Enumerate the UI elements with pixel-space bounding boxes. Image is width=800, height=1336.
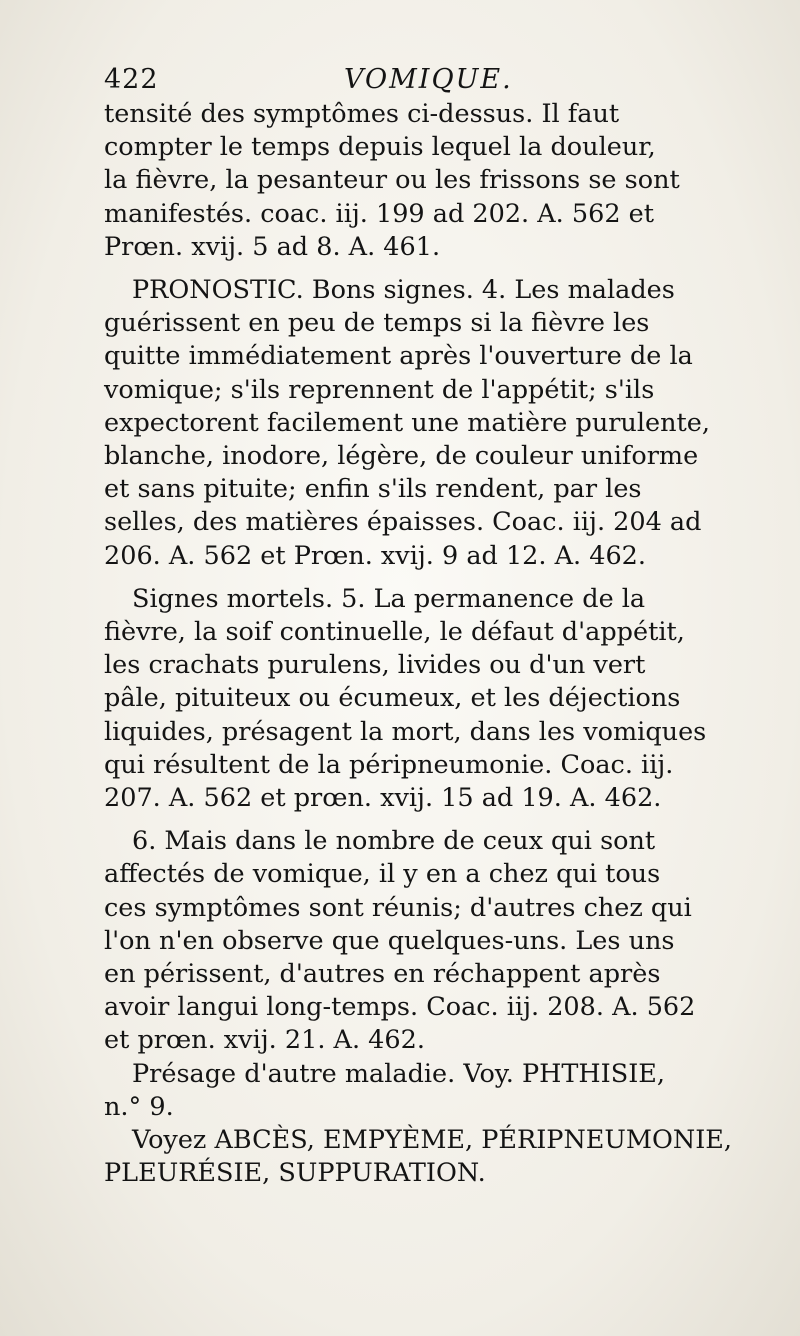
text-line: en périssent, d'autres en réchappent après bbox=[104, 959, 661, 990]
paragraph-pronostic bbox=[104, 274, 734, 573]
paragraph-presage bbox=[104, 1058, 734, 1124]
text-line: qui résultent de la péripneumonie. Coac. iij. bbox=[104, 749, 674, 780]
text-line: et prœn. xvij. 21. A. 462. bbox=[104, 1025, 425, 1056]
paragraph-cross-references bbox=[104, 1124, 734, 1190]
paragraph-continuation bbox=[104, 98, 734, 264]
running-title: VOMIQUE. bbox=[344, 64, 513, 95]
text-line: affectés de vomique, il y en a chez qui tous bbox=[104, 859, 661, 890]
text-line: selles, des matières épaisses. Coac. iij. 204 ad bbox=[104, 507, 702, 538]
text-line: la fièvre, la pesanteur ou les frissons se sont bbox=[104, 165, 680, 196]
text-line: Présage d'autre maladie. Voy. PHTHISIE, bbox=[132, 1058, 665, 1089]
text-line: Signes mortels. 5. La permanence de la bbox=[132, 583, 646, 614]
text-line: fièvre, la soif continuelle, le défaut d'appétit, bbox=[104, 617, 685, 648]
text-line: 207. A. 562 et prœn. xvij. 15 ad 19. A. 462. bbox=[104, 783, 662, 814]
text-line: manifestés. coac. iij. 199 ad 202. A. 562 et bbox=[104, 198, 655, 229]
text-line: liquides, présagent la mort, dans les vomiques bbox=[104, 716, 707, 747]
text-line: blanche, inodore, légère, de couleur uniforme bbox=[104, 441, 699, 472]
text-line: pâle, pituiteux ou écumeux, et les déjections bbox=[104, 683, 681, 714]
text-line: tensité des symptômes ci-dessus. Il faut bbox=[104, 99, 620, 129]
page-number: 422 bbox=[104, 64, 159, 95]
paragraph-six bbox=[104, 825, 734, 1057]
text-line: avoir langui long-temps. Coac. iij. 208. A. 562 bbox=[104, 992, 696, 1023]
text-line: quitte immédiatement après l'ouverture de la bbox=[104, 341, 693, 372]
text-line: ces symptômes sont réunis; d'autres chez qui bbox=[104, 892, 692, 923]
text-line: et sans pituite; enfin s'ils rendent, par les bbox=[104, 474, 642, 505]
text-line: compter le temps depuis lequel la douleur, bbox=[104, 132, 656, 163]
body-text bbox=[104, 98, 734, 1191]
text-line: Voyez ABCÈS, EMPYÈME, PÉRIPNEUMONIE, bbox=[132, 1125, 732, 1156]
text-line: vomique; s'ils reprennent de l'appétit; s'ils bbox=[104, 374, 655, 405]
text-line: l'on n'en observe que quelques-uns. Les uns bbox=[104, 925, 675, 956]
text-line: expectorent facilement une matière purulente, bbox=[104, 407, 710, 438]
text-line: PRONOSTIC. Bons signes. 4. Les malades bbox=[132, 275, 675, 306]
text-line: 6. Mais dans le nombre de ceux qui sont bbox=[132, 826, 656, 857]
text-line: guérissent en peu de temps si la fièvre les bbox=[104, 308, 650, 339]
text-line: 206. A. 562 et Prœn. xvij. 9 ad 12. A. 462. bbox=[104, 540, 647, 571]
text-line: les crachats purulens, livides ou d'un vert bbox=[104, 650, 646, 681]
text-line: Prœn. xvij. 5 ad 8. A. 461. bbox=[104, 231, 441, 262]
text-line: PLEURÉSIE, SUPPURATION. bbox=[104, 1158, 486, 1189]
paragraph-signes-mortels bbox=[104, 583, 734, 815]
text-line: n.° 9. bbox=[104, 1091, 174, 1122]
